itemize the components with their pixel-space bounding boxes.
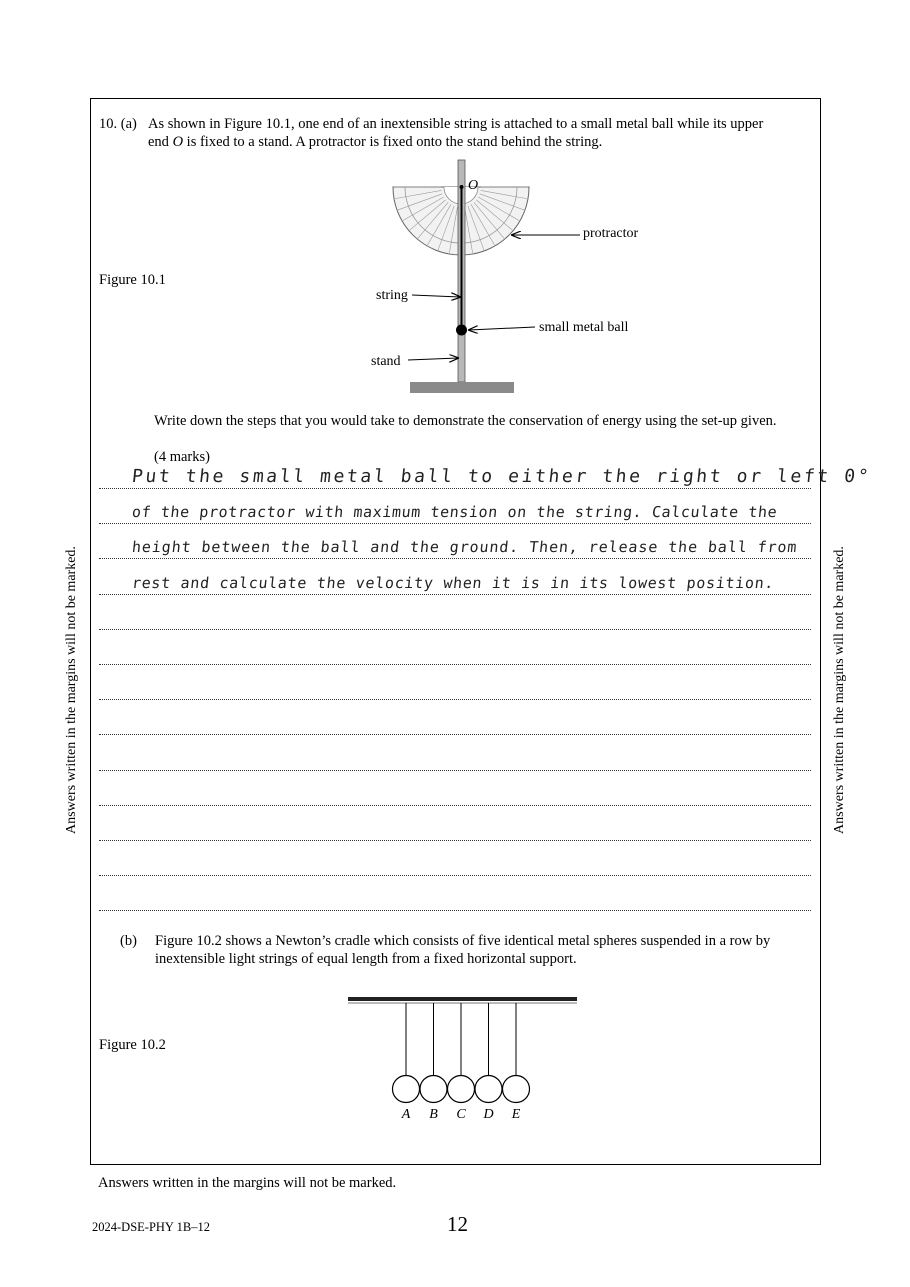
stand-label: stand [371,354,401,369]
cradle-support [348,997,577,1001]
answer-line [99,805,811,806]
question-number-row [99,115,137,133]
right-margin-note: Answers written in the margins will not be marked. [832,546,847,834]
point-o-label: O [468,178,479,193]
left-margin-note: Answers written in the margins will not be marked. [64,546,79,834]
pivot-point [460,185,464,189]
answer-line [99,770,811,771]
part-a-label: (a) [120,116,137,132]
sphere-label-c: C [456,1107,466,1122]
bottom-margin-note: Answers written in the margins will not be marked. [98,1175,397,1191]
part-b-label: (b) [120,933,137,949]
part-b-line1: Figure 10.2 shows a Newton’s cradle which consists of five identical metal spheres suspended in a row by [155,933,771,949]
answer-line [99,488,811,489]
figure-10-2-caption: Figure 10.2 [99,1037,166,1053]
protractor-label: protractor [583,226,639,241]
sphere-b [420,1076,447,1103]
handwritten-answer-line-1: Put the small metal ball to either the right or left 0° [130,466,873,487]
part-a-line2: end O is fixed to a stand. A protractor is fixed onto the stand behind the string. [148,134,603,150]
sphere-e [503,1076,530,1103]
answer-line [99,629,811,630]
answer-line [99,558,811,559]
sphere-label-e: E [511,1107,521,1122]
sphere-d [475,1076,502,1103]
ball-label: small metal ball [539,320,629,335]
answer-line [99,875,811,876]
stand-base [410,382,514,393]
sphere-label-a: A [401,1107,411,1122]
part-b-text [155,932,770,968]
answer-line [99,910,811,911]
instruction-text: Write down the steps that you would take to demonstrate the conservation of energy using the set-up given. [154,413,777,429]
paper-code: 2024-DSE-PHY 1B–12 [92,1220,210,1234]
question-number: 10. [99,116,118,132]
handwritten-answer-line-3: height between the ball and the ground. Then, release the ball from [131,538,799,556]
figure-10-1-caption: Figure 10.1 [99,272,166,288]
answer-line [99,664,811,665]
sphere-label-d: D [483,1107,494,1122]
part-b-line2: inextensible light strings of equal length from a fixed horizontal support. [155,951,577,967]
answer-line [99,840,811,841]
string-label: string [376,288,408,303]
small-metal-ball [456,325,467,336]
figure-10-1 [360,155,660,400]
answer-line [99,734,811,735]
figure-10-2 [340,990,585,1130]
part-a-text [148,115,813,151]
page-number: 12 [447,1212,468,1236]
handwritten-answer-line-4: rest and calculate the velocity when it is in its lowest position. [131,574,776,592]
sphere-c [448,1076,475,1103]
stand-arrow [408,358,458,360]
sphere-a [393,1076,420,1103]
handwritten-answer-line-2: of the protractor with maximum tension on the string. Calculate the [131,503,779,521]
ball-arrow [469,327,535,330]
answer-line [99,523,811,524]
answer-line [99,594,811,595]
part-a-line1: As shown in Figure 10.1, one end of an inextensible string is attached to a small metal ball while its upper [148,116,764,132]
string-arrow [412,295,460,297]
marks-label: (4 marks) [154,449,210,465]
sphere-label-b: B [429,1107,438,1122]
answer-line [99,699,811,700]
